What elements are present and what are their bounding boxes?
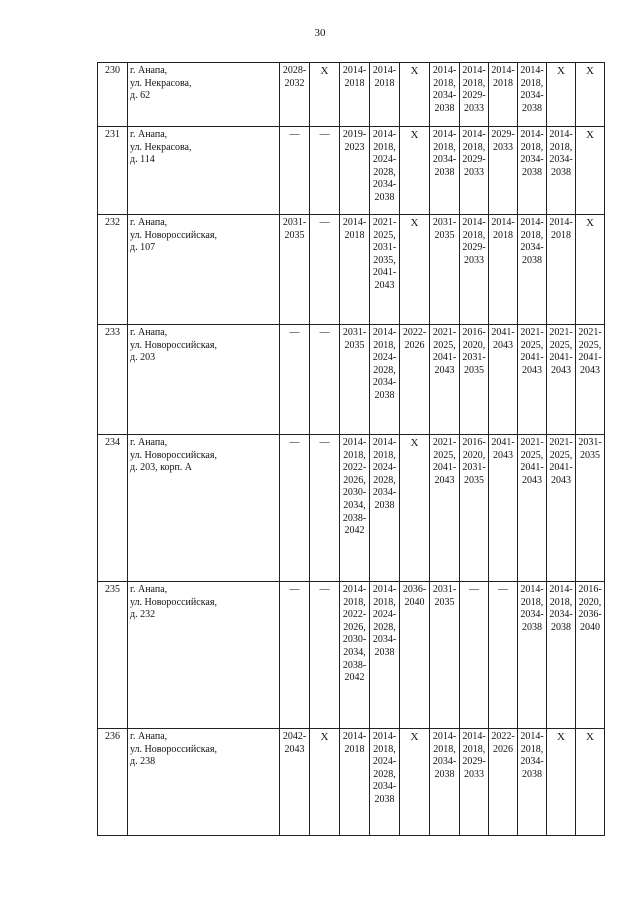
period-cell: X: [576, 127, 605, 215]
period-cell: 2014- 2018, 2022- 2026, 2030- 2034, 2038- 2042: [340, 435, 370, 582]
period-cell: X: [400, 215, 430, 325]
period-cell: X: [400, 435, 430, 582]
period-cell: X: [576, 63, 605, 127]
period-cell: 2014- 2018, 2029- 2033: [460, 127, 489, 215]
period-cell: 2016- 2020, 2031- 2035: [460, 435, 489, 582]
table-row: [98, 215, 605, 325]
period-cell: 2016- 2020, 2036- 2040: [576, 582, 605, 729]
period-cell: 2042- 2043: [280, 729, 310, 836]
row-number: 230: [98, 63, 128, 127]
period-cell: —: [310, 215, 340, 325]
period-cell: —: [280, 127, 310, 215]
period-cell: 2014- 2018, 2034- 2038: [518, 582, 547, 729]
period-cell: 2031- 2035: [280, 215, 310, 325]
period-cell: 2021- 2025, 2041- 2043: [430, 325, 460, 435]
period-cell: 2014- 2018, 2034- 2038: [430, 729, 460, 836]
period-cell: X: [310, 729, 340, 836]
period-cell: 2014- 2018, 2024- 2028, 2034- 2038: [370, 435, 400, 582]
period-cell: 2021- 2025, 2031- 2035, 2041- 2043: [370, 215, 400, 325]
period-cell: —: [310, 582, 340, 729]
address-cell: г. Анапа, ул. Новороссийская, д. 203: [128, 325, 280, 435]
period-cell: X: [400, 127, 430, 215]
period-cell: X: [400, 63, 430, 127]
table-row: [98, 435, 605, 582]
period-cell: 2021- 2025, 2041- 2043: [518, 325, 547, 435]
row-number: 234: [98, 435, 128, 582]
period-cell: —: [280, 435, 310, 582]
row-number: 235: [98, 582, 128, 729]
period-cell: —: [310, 325, 340, 435]
period-cell: —: [489, 582, 518, 729]
period-cell: X: [547, 729, 576, 836]
address-cell: г. Анапа, ул. Некрасова, д. 62: [128, 63, 280, 127]
period-cell: 2036- 2040: [400, 582, 430, 729]
address-cell: г. Анапа, ул. Новороссийская, д. 203, корп. А: [128, 435, 280, 582]
period-cell: 2016- 2020, 2031- 2035: [460, 325, 489, 435]
period-cell: X: [576, 215, 605, 325]
period-cell: 2014- 2018, 2034- 2038: [430, 63, 460, 127]
period-cell: —: [310, 435, 340, 582]
period-cell: 2019- 2023: [340, 127, 370, 215]
period-cell: 2021- 2025, 2041- 2043: [547, 325, 576, 435]
period-cell: 2014- 2018, 2024- 2028, 2034- 2038: [370, 127, 400, 215]
row-number: 232: [98, 215, 128, 325]
period-cell: —: [310, 127, 340, 215]
period-cell: X: [547, 63, 576, 127]
period-cell: X: [576, 729, 605, 836]
address-cell: г. Анапа, ул. Некрасова, д. 114: [128, 127, 280, 215]
period-cell: —: [460, 582, 489, 729]
period-cell: 2021- 2025, 2041- 2043: [547, 435, 576, 582]
period-cell: 2014- 2018, 2034- 2038: [547, 582, 576, 729]
period-cell: 2014- 2018, 2022- 2026, 2030- 2034, 2038- 2042: [340, 582, 370, 729]
period-cell: 2031- 2035: [576, 435, 605, 582]
period-cell: 2022- 2026: [400, 325, 430, 435]
page-number: 30: [314, 27, 326, 39]
period-cell: 2041- 2043: [489, 325, 518, 435]
address-cell: г. Анапа, ул. Новороссийская, д. 232: [128, 582, 280, 729]
period-cell: 2031- 2035: [340, 325, 370, 435]
period-cell: 2014- 2018, 2029- 2033: [460, 63, 489, 127]
period-cell: 2014- 2018, 2029- 2033: [460, 729, 489, 836]
period-cell: 2014- 2018: [340, 63, 370, 127]
period-cell: —: [280, 325, 310, 435]
period-cell: 2021- 2025, 2041- 2043: [518, 435, 547, 582]
table-row: [98, 582, 605, 729]
row-number: 233: [98, 325, 128, 435]
period-cell: 2014- 2018, 2034- 2038: [518, 63, 547, 127]
period-cell: 2031- 2035: [430, 582, 460, 729]
table-row: [98, 127, 605, 215]
period-cell: 2014- 2018, 2034- 2038: [518, 729, 547, 836]
period-cell: 2014- 2018, 2024- 2028, 2034- 2038: [370, 729, 400, 836]
table-row: [98, 325, 605, 435]
period-cell: 2014- 2018, 2034- 2038: [430, 127, 460, 215]
period-cell: 2014- 2018: [370, 63, 400, 127]
period-cell: 2041- 2043: [489, 435, 518, 582]
period-cell: 2021- 2025, 2041- 2043: [576, 325, 605, 435]
period-cell: 2014- 2018, 2034- 2038: [518, 215, 547, 325]
period-cell: 2014- 2018: [547, 215, 576, 325]
table-row: [98, 729, 605, 836]
address-cell: г. Анапа, ул. Новороссийская, д. 107: [128, 215, 280, 325]
period-cell: 2014- 2018: [489, 215, 518, 325]
period-cell: 2028- 2032: [280, 63, 310, 127]
address-cell: г. Анапа, ул. Новороссийская, д. 238: [128, 729, 280, 836]
period-cell: 2014- 2018: [340, 729, 370, 836]
period-cell: —: [280, 582, 310, 729]
period-cell: 2014- 2018: [489, 63, 518, 127]
period-cell: 2022- 2026: [489, 729, 518, 836]
table-row: [98, 63, 605, 127]
period-cell: 2014- 2018, 2034- 2038: [518, 127, 547, 215]
period-cell: 2014- 2018, 2024- 2028, 2034- 2038: [370, 582, 400, 729]
row-number: 236: [98, 729, 128, 836]
row-number: 231: [98, 127, 128, 215]
period-cell: X: [310, 63, 340, 127]
period-cell: 2014- 2018: [340, 215, 370, 325]
period-cell: 2029- 2033: [489, 127, 518, 215]
period-cell: 2014- 2018, 2024- 2028, 2034- 2038: [370, 325, 400, 435]
period-cell: 2021- 2025, 2041- 2043: [430, 435, 460, 582]
period-cell: 2014- 2018, 2029- 2033: [460, 215, 489, 325]
period-cell: X: [400, 729, 430, 836]
repair-schedule-table: [97, 62, 605, 836]
period-cell: 2014- 2018, 2034- 2038: [547, 127, 576, 215]
period-cell: 2031- 2035: [430, 215, 460, 325]
